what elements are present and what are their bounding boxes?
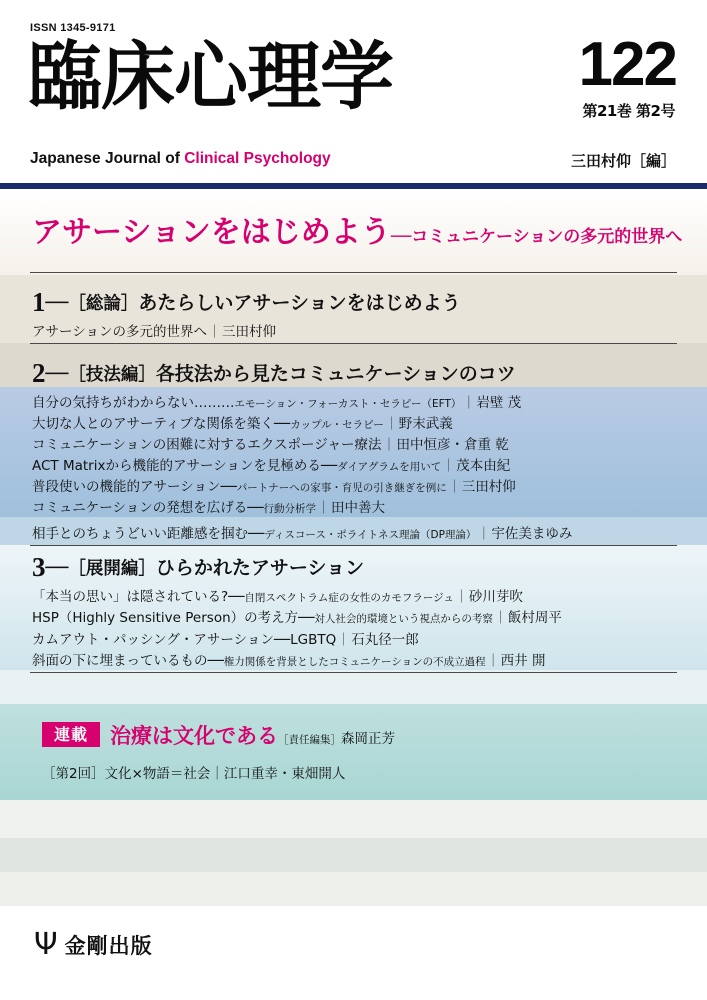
entry-author: 砂川芽吹	[468, 589, 523, 605]
issue-volume: 第21巻 第2号	[582, 102, 675, 120]
section-number-3: 3	[32, 552, 46, 582]
entry-title: 大切な人とのアサーティブな関係を築く──	[32, 416, 291, 432]
entry-title: ACT Matrixから機能的アサーションを見極める──	[32, 458, 338, 474]
entry-note: ディスコース・ポライトネス理論（DP理論）	[264, 529, 477, 541]
entry-note: ダイアグラムを用いて	[337, 461, 442, 473]
issue-number: 122	[578, 30, 676, 99]
entry-author: 田中恒彦・倉重 乾	[396, 437, 509, 453]
toc-entry	[32, 475, 516, 495]
entry-author: 野末武義	[398, 416, 453, 432]
serial-badge: 連載	[42, 722, 100, 747]
feature-title-main: アサーションをはじめよう	[32, 215, 391, 250]
psi-logo-icon: Ψ	[34, 927, 58, 962]
entry-title: カムアウト・パッシング・アサーション──LGBTQ	[32, 632, 337, 648]
feature-title	[32, 207, 682, 251]
entry-title: アサーションの多元的世界へ	[32, 324, 207, 340]
entry-separator: ｜	[486, 654, 500, 669]
toc-entry	[32, 412, 453, 432]
issue-editor: 三田村仰［編］	[570, 152, 676, 170]
divider-4	[30, 672, 677, 673]
divider-1	[30, 272, 677, 273]
entry-title: 自分の気持ちがわからない………	[32, 395, 235, 411]
entry-author: 飯村周平	[507, 610, 562, 626]
entry-title: 斜面の下に埋まっているもの──	[32, 653, 224, 669]
section-heading-1	[32, 287, 461, 318]
entry-separator: ｜	[477, 527, 491, 542]
serial-title-text: 治療は文化である	[110, 724, 278, 748]
entry-separator: ｜	[337, 633, 351, 648]
entry-title: HSP（Highly Sensitive Person）の考え方──	[32, 610, 315, 626]
entry-note: エモーション・フォーカスト・セラピー（EFT）	[234, 398, 462, 410]
entry-separator: ｜	[207, 325, 221, 340]
background-band-8	[0, 704, 707, 800]
header-divider	[0, 183, 707, 189]
entry-title: 相手とのちょうどいい距離感を掴む──	[32, 526, 265, 542]
entry-title: コミュニケーションの困難に対するエクスポージャー療法	[32, 437, 382, 453]
journal-title-en-prefix: Japanese Journal of	[30, 150, 185, 167]
section-tag-1: ［総論］	[68, 294, 139, 314]
entry-author: 三田村仰	[221, 324, 276, 340]
entry-separator: ｜	[447, 480, 461, 495]
toc-entry	[32, 496, 385, 516]
section-number-2: 2	[32, 358, 46, 388]
entry-title: コミュニケーションの発想を広げる──	[32, 500, 264, 516]
background-band-7	[0, 670, 707, 704]
section-tag-2: ［技法編］	[68, 365, 156, 385]
toc-entry	[32, 391, 521, 411]
toc-entry	[32, 433, 509, 453]
section-dash-3: ──	[45, 557, 69, 579]
journal-title-en	[30, 150, 331, 168]
toc-entry	[32, 606, 562, 626]
background-band-10	[0, 838, 707, 872]
section-dash-1: ──	[45, 292, 69, 314]
toc-entry	[32, 320, 276, 340]
section-heading-3	[32, 552, 364, 583]
journal-title-jp: 臨床心理学	[28, 34, 393, 120]
divider-3	[30, 545, 677, 546]
entry-separator: ｜	[462, 396, 476, 411]
section-tag-3: ［展開編］	[68, 559, 156, 579]
entry-separator: ｜	[316, 501, 330, 516]
background-band-11	[0, 872, 707, 906]
divider-2	[30, 343, 677, 344]
entry-author: 三田村仰	[461, 479, 516, 495]
entry-note: パートナーへの家事・育児の引き継ぎを例に	[236, 482, 447, 494]
entry-author: 田中善大	[330, 500, 385, 516]
publisher-name: 金剛出版	[64, 934, 153, 958]
serial-editor-tag: ［責任編集］	[278, 734, 341, 746]
entry-separator: ｜	[442, 459, 456, 474]
serial-title	[110, 720, 395, 750]
journal-title-en-accent: Clinical Psychology	[184, 150, 331, 167]
entry-note: 対人社会的環境という視点からの考察	[314, 613, 493, 625]
toc-entry	[32, 628, 419, 648]
issn-text: ISSN 1345-9171	[30, 22, 116, 34]
serial-editor-name: 森岡正芳	[341, 731, 395, 747]
background-band-9	[0, 800, 707, 838]
entry-note: 行動分析学	[263, 503, 316, 515]
serial-entry: ［第2回］文化×物語＝社会｜江口重幸・東畑開人	[42, 766, 346, 782]
masthead	[28, 30, 678, 180]
toc-entry	[32, 649, 545, 669]
feature-title-sub: ──コミュニケーションの多元的世界へ	[390, 227, 683, 247]
entry-separator: ｜	[384, 417, 398, 432]
entry-title: 「本当の思い」は隠されている?──	[32, 589, 245, 605]
entry-author: 岩壁 茂	[476, 395, 522, 411]
section-title-3: ひらかれたアサーション	[155, 557, 365, 579]
toc-entry	[32, 454, 510, 474]
entry-note: 権力関係を背景としたコミュニケーションの不成立過程	[223, 656, 486, 668]
section-number-1: 1	[32, 287, 46, 317]
section-title-1: あたらしいアサーションをはじめよう	[138, 292, 461, 314]
section-heading-2	[32, 358, 516, 389]
entry-separator: ｜	[493, 611, 507, 626]
toc-entry	[32, 585, 523, 605]
section-dash-2: ──	[45, 363, 69, 385]
entry-separator: ｜	[454, 590, 468, 605]
section-title-2: 各技法から見たコミュニケーションのコツ	[155, 363, 516, 385]
entry-title: 普段使いの機能的アサーション──	[32, 479, 237, 495]
entry-author: 宇佐美まゆみ	[491, 526, 573, 542]
entry-author: 石丸径一郎	[351, 632, 419, 648]
entry-author: 西井 開	[500, 653, 546, 669]
publisher	[34, 927, 153, 962]
entry-separator: ｜	[382, 438, 396, 453]
entry-note: 自閉スペクトラム症の女性のカモフラージュ	[244, 592, 454, 604]
entry-note: カップル・セラピー	[290, 419, 384, 431]
toc-entry	[32, 522, 572, 542]
entry-author: 茂本由紀	[456, 458, 511, 474]
